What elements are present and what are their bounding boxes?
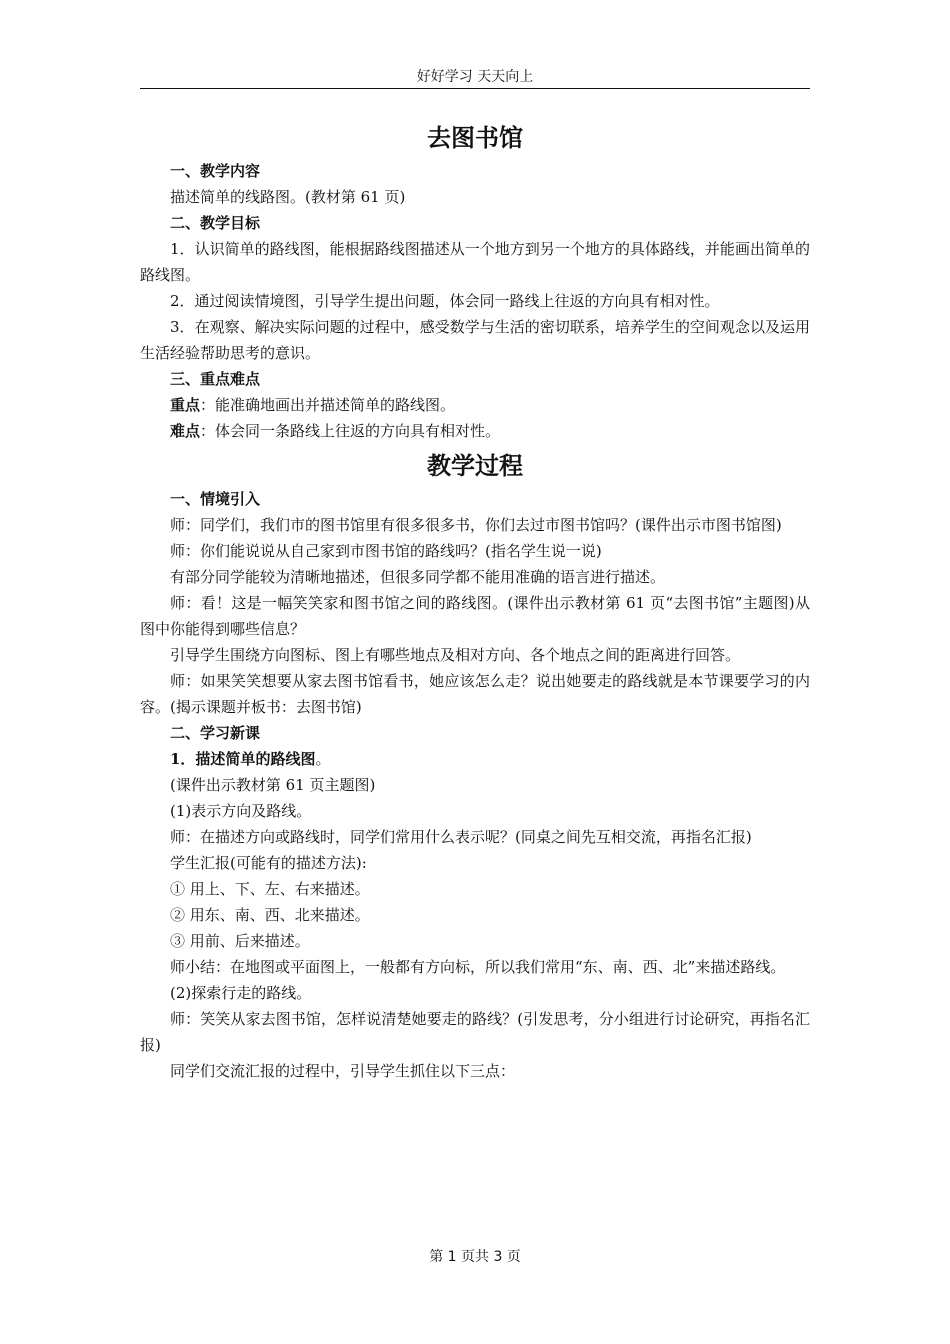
- section-heading-intro: 一、情境引入: [170, 490, 261, 508]
- paragraph: 描述简单的线路图。(教材第 61 页): [170, 188, 406, 206]
- goal-item: 1．认识简单的路线图，能根据路线图描述从一个地方到另一个地方的具体路线，并能画出简单的路线图。: [140, 240, 810, 284]
- paragraph: 师：同学们，我们市的图书馆里有很多很多书，你们去过市图书馆吗？(课件出示市图书馆图): [170, 516, 782, 534]
- section-heading-new-lesson: 二、学习新课: [170, 724, 261, 742]
- paragraph: 师：你们能说说从自己家到市图书馆的路线吗？(指名学生说一说): [170, 542, 602, 560]
- section-heading-content: 一、教学内容: [170, 162, 261, 180]
- page-footer: 第 1 页共 3 页: [429, 1249, 521, 1265]
- section-heading-goals: 二、教学目标: [170, 214, 261, 232]
- document-body: [140, 118, 810, 1084]
- header-divider: [140, 88, 810, 89]
- subheading: [140, 746, 810, 772]
- key-point-label: 重点: [170, 396, 201, 414]
- goal-item: 3．在观察、解决实际问题的过程中，感受数学与生活的密切联系，培养学生的空间观念以及运用生活经验帮助思考的意识。: [140, 318, 810, 362]
- paragraph: 引导学生围绕方向图标、图上有哪些地点及相对方向、各个地点之间的距离进行回答。: [170, 646, 741, 664]
- list-item: ② 用东、南、西、北来描述。: [170, 906, 370, 924]
- difficult-point-label: 难点: [170, 422, 201, 440]
- paragraph: 师：看！这是一幅笑笑家和图书馆之间的路线图。(课件出示教材第 61 页“去图书馆”主题图)从图中你能得到哪些信息？: [140, 594, 810, 638]
- paragraph: 同学们交流汇报的过程中，引导学生抓住以下三点：: [170, 1062, 516, 1080]
- paragraph: 师：在描述方向或路线时，同学们常用什么表示呢？(同桌之间先互相交流，再指名汇报): [170, 828, 752, 846]
- difficult-point-text: ：体会同一条路线上往返的方向具有相对性。: [200, 422, 501, 440]
- paragraph: (1)表示方向及路线。: [170, 802, 312, 820]
- subheading-bold: 1．描述简单的路线图: [170, 750, 316, 768]
- paragraph: 师小结：在地图或平面图上，一般都有方向标，所以我们常用“东、南、西、北”来描述路线。: [170, 958, 786, 976]
- process-title: 教学过程: [427, 451, 523, 480]
- key-point: [140, 392, 810, 418]
- list-item: ① 用上、下、左、右来描述。: [170, 880, 370, 898]
- key-point-text: ：能准确地画出并描述简单的路线图。: [200, 396, 456, 414]
- paragraph: 学生汇报(可能有的描述方法):: [170, 854, 367, 872]
- paragraph: 师：如果笑笑想要从家去图书馆看书，她应该怎么走？说出她要走的路线就是本节课要学习的内容。(揭示课题并板书：去图书馆): [140, 672, 810, 716]
- paragraph: 有部分同学能较为清晰地描述，但很多同学都不能用准确的语言进行描述。: [170, 568, 666, 586]
- paragraph: (课件出示教材第 61 页主题图): [170, 776, 376, 794]
- list-item: ③ 用前、后来描述。: [170, 932, 310, 950]
- difficult-point: [140, 418, 810, 444]
- document-title: 去图书馆: [427, 123, 523, 152]
- paragraph: (2)探索行走的路线。: [170, 984, 312, 1002]
- section-heading-key-points: 三、重点难点: [170, 370, 261, 388]
- goal-item: 2．通过阅读情境图，引导学生提出问题，体会同一路线上往返的方向具有相对性。: [170, 292, 720, 310]
- paragraph: 师：笑笑从家去图书馆，怎样说清楚她要走的路线？(引发思考，分小组进行讨论研究，再指名汇报): [140, 1010, 810, 1054]
- page-header: 好好学习 天天向上: [416, 69, 534, 85]
- subheading-tail: 。: [315, 750, 331, 768]
